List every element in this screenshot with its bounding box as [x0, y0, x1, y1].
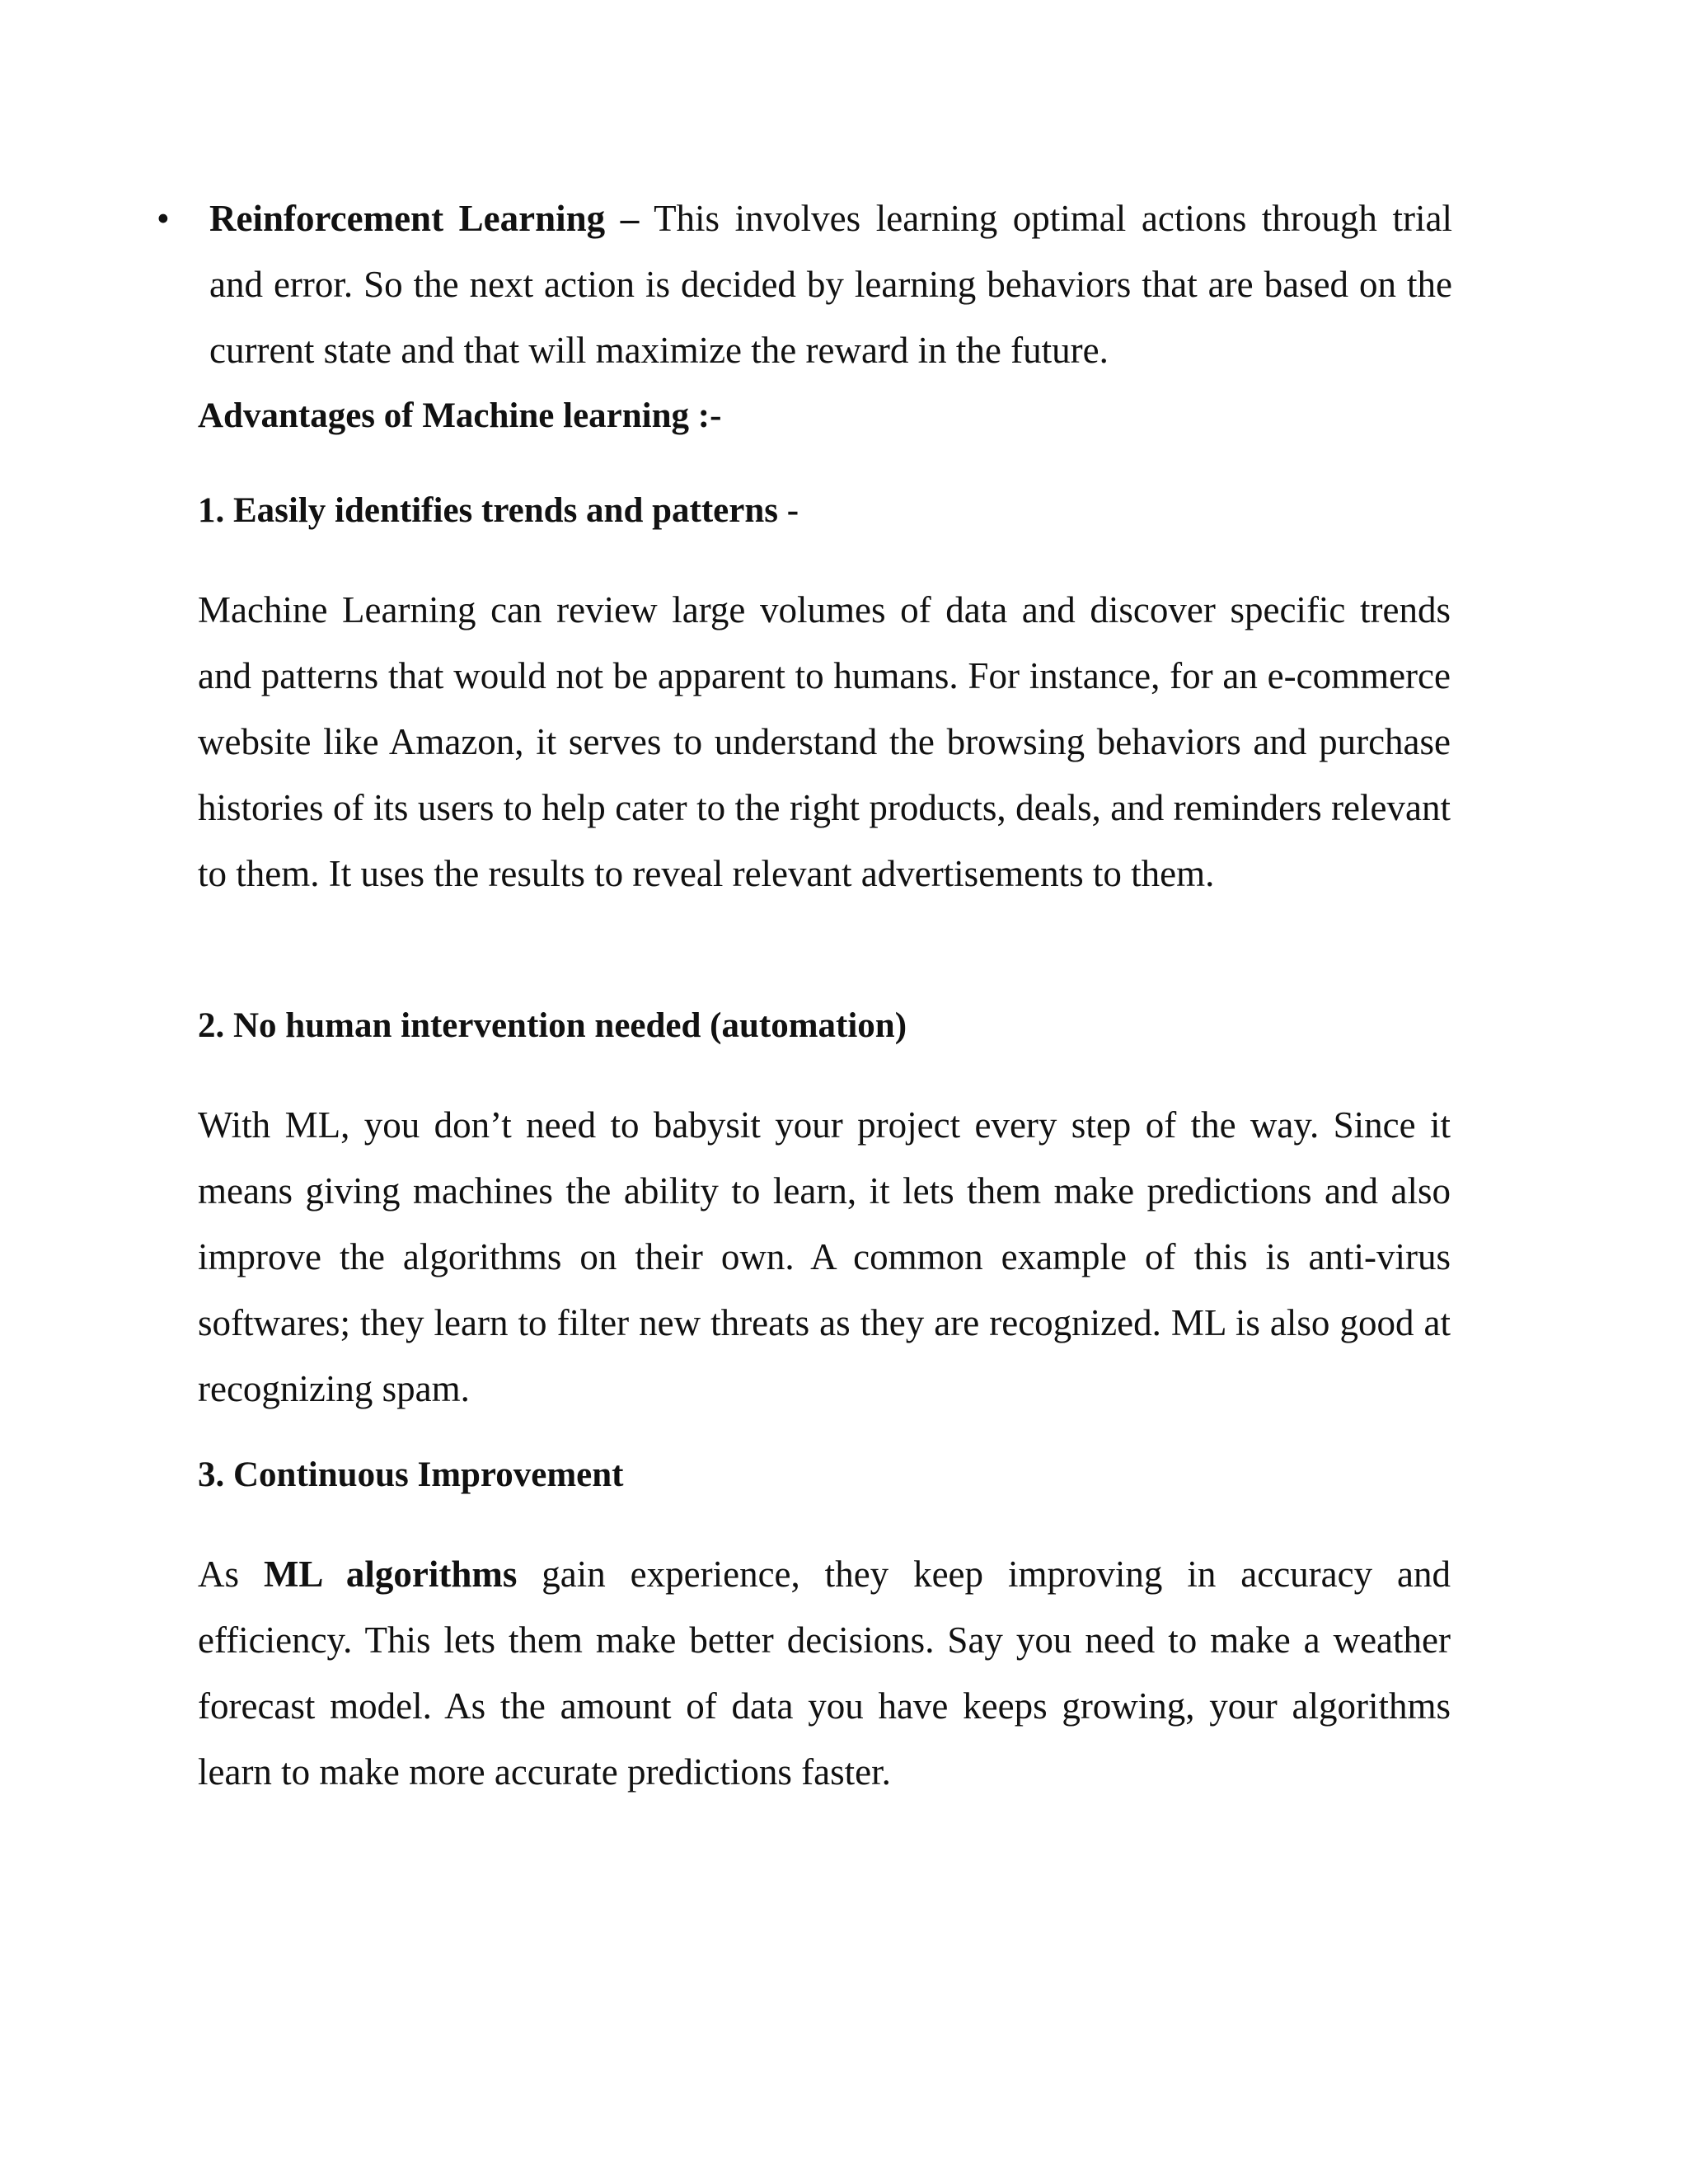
bullet-description: This involves learning optimal actions through trial and error. So the next action is decided by learning behaviors that are based on the current state and that will maximize the reward in the future.: [209, 198, 1452, 371]
section-1-body-block: [198, 577, 1451, 907]
section-3-body-rest: gain experience, they keep improving in accuracy and efficiency. This lets them make better decisions. Say you need to make a weather forecast model. As the amount of data you have keeps growing, your algorithms learn to make more accurate predictions faster.: [198, 1554, 1451, 1793]
section-3-heading: 3. Continuous Improvement: [198, 1455, 624, 1494]
section-1-body: Machine Learning can review large volumes of data and discover specific trends and patterns that would not be apparent to humans. For instance, for an e-commerce website like Amazon, it serves to understand the browsing behaviors and purchase histories of its users to help cater to the right products, deals, and reminders relevant to them. It uses the results to reveal relevant advertisements to them.: [198, 589, 1451, 894]
section-2-body-block: [198, 1092, 1451, 1422]
section-3-body: [198, 1541, 1451, 1805]
bullet-paragraph: [209, 185, 1452, 383]
section-1-heading: 1. Easily identifies trends and patterns -: [198, 491, 799, 530]
advantages-heading: Advantages of Machine learning :-: [198, 396, 722, 435]
section-2-body: With ML, you don’t need to babysit your project every step of the way. Since it means giving machines the ability to learn, it lets them make predictions and also improve the algorithms on their own. A common example of this is anti-virus softwares; they learn to filter new threats as they are recognized. ML is also good at recognizing spam.: [198, 1104, 1451, 1409]
advantages-heading-block: [198, 391, 1451, 441]
section-2-heading: 2. No human intervention needed (automation): [198, 1006, 907, 1045]
section-2-heading-block: [198, 1001, 1451, 1051]
section-3-body-bold: ML algorithms: [263, 1554, 518, 1595]
section-3-heading-block: [198, 1451, 1451, 1500]
section-1-heading-block: [198, 486, 1451, 536]
section-3-body-block: [198, 1541, 1451, 1805]
section-3-body-prefix: As: [198, 1554, 264, 1595]
bullet-marker: •: [157, 198, 170, 239]
bullet-term: Reinforcement Learning –: [209, 198, 640, 239]
